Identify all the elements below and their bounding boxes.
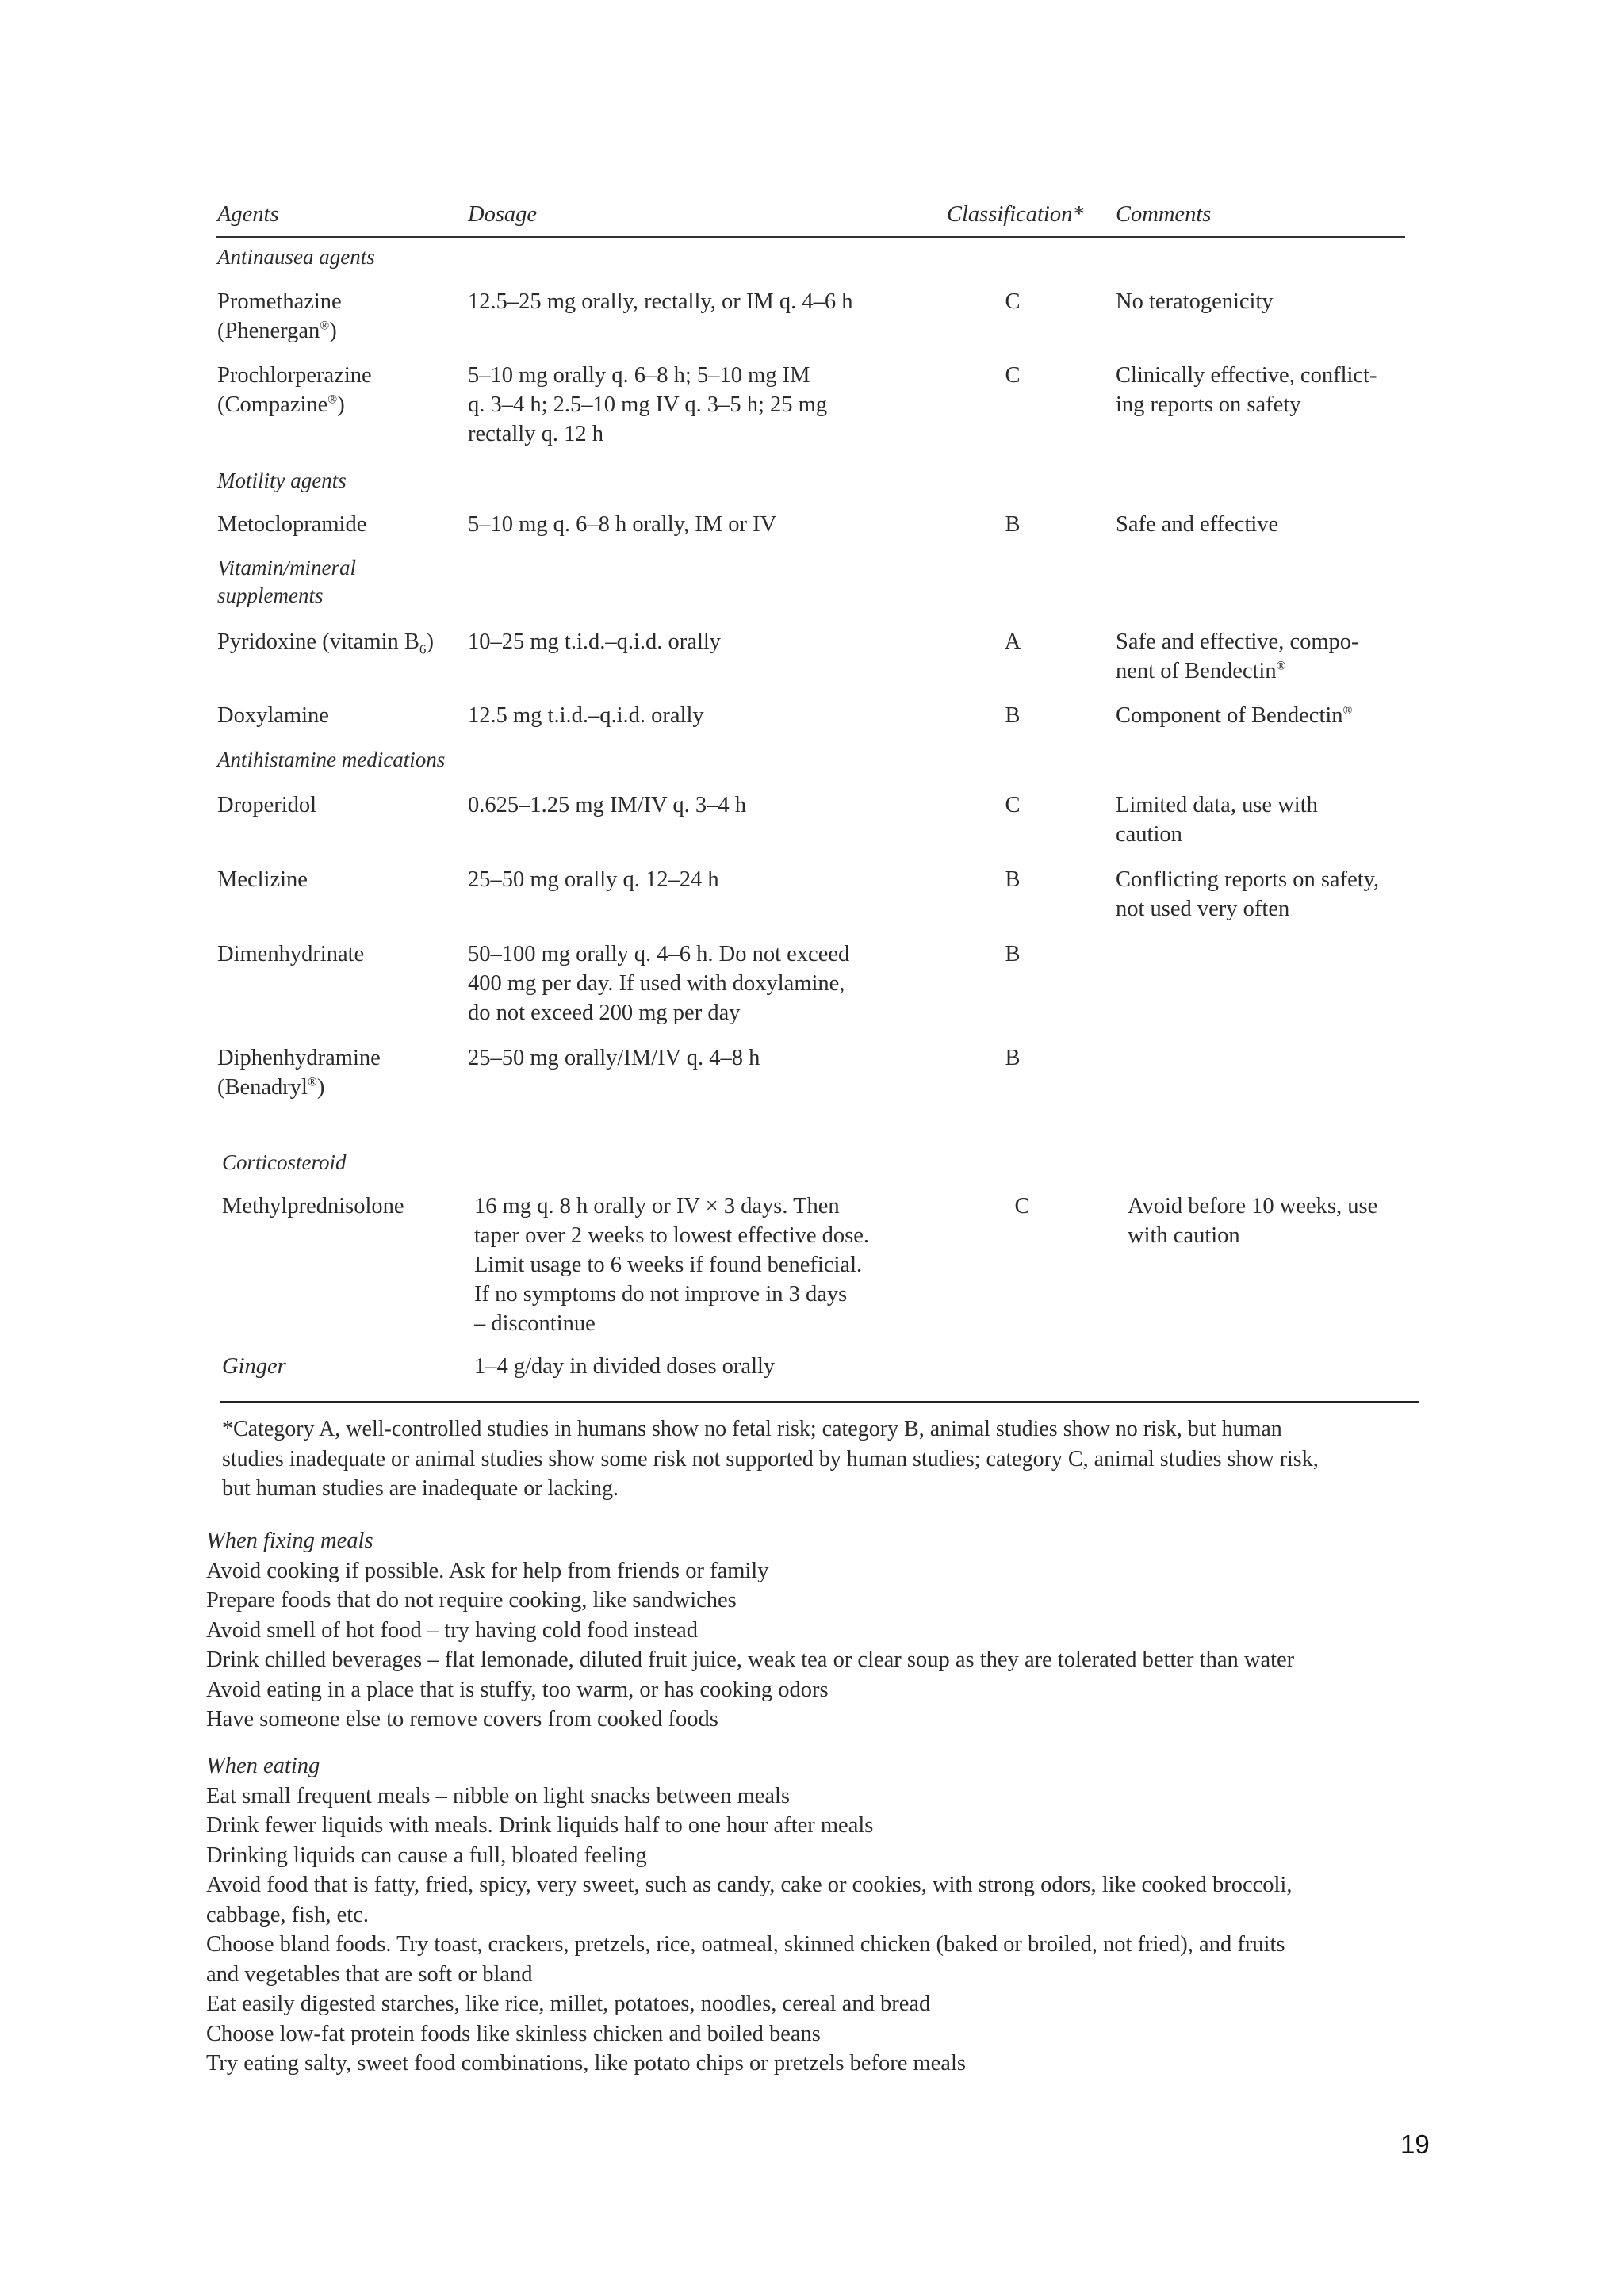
agent-brand-close: ) bbox=[337, 392, 345, 417]
classification-cell: B bbox=[1005, 942, 1021, 966]
agent-name: Prochlorperazine bbox=[217, 363, 372, 388]
agent-name: Doxylamine bbox=[217, 703, 329, 728]
comment-line: Limited data, use with bbox=[1116, 793, 1318, 817]
list-item: Avoid eating in a place that is stuffy, too warm, or has cooking odors bbox=[206, 1677, 829, 1702]
classification-cell: B bbox=[1005, 867, 1021, 892]
dosage-line: 25–50 mg orally/IM/IV q. 4–8 h bbox=[468, 1046, 760, 1070]
header-agents: Agents bbox=[217, 202, 279, 227]
dosage-cell bbox=[474, 1192, 918, 1338]
section-antinausea: Antinausea agents bbox=[217, 245, 375, 269]
agent-brand-text: (Phenergan bbox=[217, 319, 320, 343]
comment-line: Safe and effective, compo- bbox=[1116, 629, 1359, 654]
comments-cell bbox=[1116, 790, 1417, 849]
dosage-line: 0.625–1.25 mg IM/IV q. 3–4 h bbox=[468, 793, 746, 817]
agent-brand bbox=[217, 316, 455, 346]
comment-line: No teratogenicity bbox=[1116, 289, 1274, 314]
section-vitamin-line: Vitamin/mineral bbox=[217, 556, 356, 580]
list-item: Try eating salty, sweet food combinations, like potato chips or pretzels before meals bbox=[206, 2051, 966, 2076]
subscript: 6 bbox=[419, 641, 427, 657]
dosage-line: If no symptoms do not improve in 3 days bbox=[474, 1282, 848, 1307]
dosage-cell bbox=[468, 361, 912, 449]
list-item: and vegetables that are soft or bland bbox=[206, 1961, 533, 1987]
agent-name: Droperidol bbox=[217, 793, 317, 817]
table-footnote bbox=[222, 1414, 1411, 1504]
list-item: Drinking liquids can cause a full, bloated feeling bbox=[206, 1843, 647, 1868]
classification-cell: C bbox=[1005, 289, 1021, 314]
comments-cell bbox=[1116, 287, 1417, 316]
comments-cell bbox=[1116, 627, 1417, 686]
list-item: Avoid food that is fatty, fried, spicy, very sweet, such as candy, cake or cookies, with strong odors, like cooked broccoli, bbox=[206, 1873, 1293, 1897]
dosage-cell bbox=[468, 287, 912, 316]
agent-name: Diphenhydramine bbox=[217, 1046, 381, 1070]
comment-line: Clinically effective, conflict- bbox=[1116, 363, 1377, 388]
registered-mark: ® bbox=[1276, 659, 1286, 673]
list-item: cabbage, fish, etc. bbox=[206, 1902, 369, 1927]
section-vitamin-line: supplements bbox=[217, 584, 324, 607]
dosage-line: taper over 2 weeks to lowest effective dose. bbox=[474, 1223, 870, 1248]
agent-brand-text: (Benadryl bbox=[217, 1075, 308, 1100]
list-item: Drink chilled beverages – flat lemonade, diluted fruit juice, weak tea or clear soup as they are tolerated better than water bbox=[206, 1647, 1295, 1672]
comments-cell bbox=[1116, 361, 1417, 419]
comment-line: not used very often bbox=[1116, 897, 1290, 921]
classification-cell: C bbox=[1005, 363, 1021, 388]
list-item: Eat small frequent meals – nibble on light snacks between meals bbox=[206, 1783, 791, 1808]
dosage-line: rectally q. 12 h bbox=[468, 422, 603, 446]
dosage-line: 5–10 mg q. 6–8 h orally, IM or IV bbox=[468, 512, 777, 537]
dosage-cell bbox=[468, 939, 912, 1027]
dosage-line: 12.5–25 mg orally, rectally, or IM q. 4–6 h bbox=[468, 289, 853, 314]
header-comments: Comments bbox=[1116, 202, 1212, 227]
footnote-line: but human studies are inadequate or lacking. bbox=[222, 1476, 619, 1501]
classification-cell: B bbox=[1005, 512, 1021, 537]
classification-cell: C bbox=[1014, 1194, 1030, 1219]
section-title: When eating bbox=[206, 1754, 320, 1778]
agent-brand-close: ) bbox=[316, 1075, 325, 1100]
registered-mark: ® bbox=[1342, 703, 1353, 718]
list-item: Eat easily digested starches, like rice, millet, potatoes, noodles, cereal and bread bbox=[206, 1992, 931, 2016]
list-item: Drink fewer liquids with meals. Drink liquids half to one hour after meals bbox=[206, 1813, 874, 1838]
section-vitamin bbox=[217, 554, 356, 610]
dosage-line: 5–10 mg orally q. 6–8 h; 5–10 mg IM bbox=[468, 363, 810, 388]
agent-brand-text: (Compazine bbox=[217, 392, 328, 417]
agent-brand bbox=[217, 1073, 455, 1102]
footnote-line: studies inadequate or animal studies show some risk not supported by human studies; category C, animal studies show risk, bbox=[222, 1446, 1319, 1471]
table-bottom-rule bbox=[220, 1401, 1419, 1403]
registered-mark: ® bbox=[307, 1075, 317, 1089]
comment-line bbox=[1116, 656, 1417, 686]
list-item: Prepare foods that do not require cooking, like sandwiches bbox=[206, 1588, 737, 1613]
dosage-line: 1–4 g/day in divided doses orally bbox=[474, 1354, 776, 1379]
fixing-meals-section bbox=[206, 1526, 1427, 1735]
comment-line: with caution bbox=[1128, 1223, 1240, 1248]
comments-cell bbox=[1116, 865, 1417, 924]
section-motility: Motility agents bbox=[217, 469, 347, 492]
list-item: Choose low-fat protein foods like skinless chicken and boiled beans bbox=[206, 2021, 821, 2046]
section-corticosteroid: Corticosteroid bbox=[222, 1150, 347, 1174]
classification-cell: C bbox=[1005, 793, 1021, 817]
section-title: When fixing meals bbox=[206, 1529, 373, 1553]
dosage-line: q. 3–4 h; 2.5–10 mg IV q. 3–5 h; 25 mg bbox=[468, 392, 828, 417]
comment-line: caution bbox=[1116, 822, 1182, 847]
agent-cell bbox=[217, 361, 455, 419]
dosage-line: 50–100 mg orally q. 4–6 h. Do not exceed bbox=[468, 942, 850, 966]
classification-cell: B bbox=[1005, 1046, 1021, 1070]
dosage-line: 12.5 mg t.i.d.–q.i.d. orally bbox=[468, 703, 704, 728]
dosage-line: Limit usage to 6 weeks if found beneficial. bbox=[474, 1253, 863, 1277]
fixing-meals-list bbox=[206, 1556, 1427, 1735]
agent-name: Pyridoxine (vitamin B bbox=[217, 629, 419, 654]
agent-brand bbox=[217, 390, 455, 419]
registered-mark: ® bbox=[327, 392, 338, 407]
comment-line: Safe and effective bbox=[1116, 512, 1279, 537]
header-dosage: Dosage bbox=[468, 202, 538, 227]
dosage-line: do not exceed 200 mg per day bbox=[468, 1001, 741, 1025]
agent-name: Dimenhydrinate bbox=[217, 942, 365, 966]
comment-line: Avoid before 10 weeks, use bbox=[1128, 1194, 1378, 1219]
dosage-line: 25–50 mg orally q. 12–24 h bbox=[468, 867, 719, 892]
footnote-line: *Category A, well-controlled studies in humans show no fetal risk; category B, animal studies show no risk, but human bbox=[222, 1417, 1282, 1441]
agent-name: Metoclopramide bbox=[217, 512, 367, 537]
drug-table bbox=[216, 197, 1405, 1379]
eating-list bbox=[206, 1781, 1427, 2079]
agent-name: Meclizine bbox=[217, 867, 308, 892]
table-header-row bbox=[216, 197, 1405, 238]
list-item: Choose bland foods. Try toast, crackers, pretzels, rice, oatmeal, skinned chicken (baked or broiled, not fried), and fruits bbox=[206, 1932, 1285, 1957]
agent-cell bbox=[217, 287, 455, 346]
dosage-line: 10–25 mg t.i.d.–q.i.d. orally bbox=[468, 629, 722, 654]
agent-cell bbox=[217, 627, 471, 656]
comment-text: Component of Bendectin bbox=[1116, 703, 1343, 728]
eating-section bbox=[206, 1751, 1427, 2079]
page-number: 19 bbox=[1400, 2130, 1430, 2159]
agent-name: Ginger bbox=[222, 1354, 286, 1379]
dosage-line: 16 mg q. 8 h orally or IV × 3 days. Then bbox=[474, 1194, 840, 1219]
classification-cell: A bbox=[1004, 629, 1021, 654]
agent-name: Promethazine bbox=[217, 289, 342, 314]
registered-mark: ® bbox=[320, 319, 330, 333]
dosage-line: 400 mg per day. If used with doxylamine, bbox=[468, 971, 845, 996]
agent-name: Methylprednisolone bbox=[222, 1194, 404, 1219]
comment-text: nent of Bendectin bbox=[1116, 659, 1277, 683]
list-item: Avoid smell of hot food – try having cold food instead bbox=[206, 1617, 699, 1643]
comment-line bbox=[1116, 701, 1417, 730]
agent-name-close: ) bbox=[426, 629, 434, 654]
dosage-line: – discontinue bbox=[474, 1311, 596, 1336]
classification-cell: B bbox=[1005, 703, 1021, 728]
section-antihistamine: Antihistamine medications bbox=[217, 748, 446, 771]
comments-cell bbox=[1128, 1192, 1429, 1250]
comment-line: ing reports on safety bbox=[1116, 392, 1301, 417]
list-item: Have someone else to remove covers from cooked foods bbox=[206, 1707, 718, 1732]
header-classification: Classification* bbox=[947, 202, 1084, 227]
list-item: Avoid cooking if possible. Ask for help from friends or family bbox=[206, 1558, 769, 1583]
comment-line: Conflicting reports on safety, bbox=[1116, 867, 1380, 892]
agent-brand-close: ) bbox=[329, 319, 337, 343]
agent-cell bbox=[217, 1043, 455, 1102]
